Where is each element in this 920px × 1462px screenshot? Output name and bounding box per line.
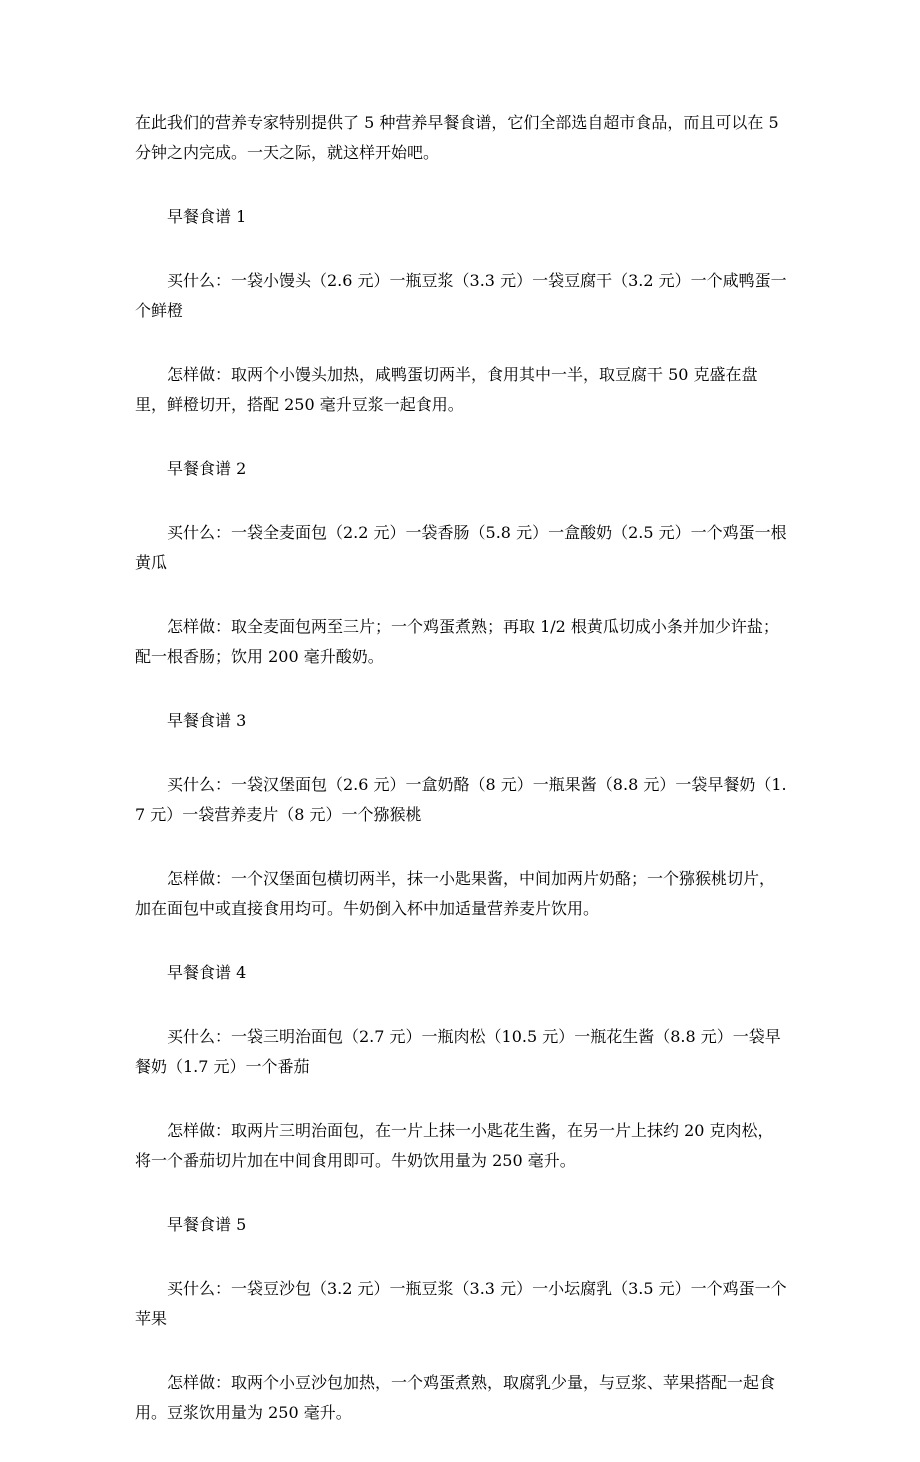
recipe-instructions: 怎样做：取两个小馒头加热，咸鸭蛋切两半，食用其中一半，取豆腐干 50 克盛在盘里，鲜橙切开，搭配 250 毫升豆浆一起食用。 (135, 365, 758, 414)
recipe-instructions: 怎样做：取全麦面包两至三片；一个鸡蛋煮熟；再取 1/2 根黄瓜切成小条并加少许盐；配一根香肠；饮用 200 毫升酸奶。 (135, 617, 779, 666)
recipe-title: 早餐食谱 5 (167, 1215, 247, 1234)
recipe-section-4 (135, 958, 787, 1176)
recipe-title: 早餐食谱 3 (167, 711, 247, 730)
intro-paragraph: 在此我们的营养专家特别提供了 5 种营养早餐食谱，它们全部选自超市食品，而且可以在 5 分钟之内完成。一天之际，就这样开始吧。 (135, 113, 779, 162)
recipe-title: 早餐食谱 4 (167, 963, 247, 982)
recipe-instructions: 怎样做：取两片三明治面包，在一片上抹一小匙花生酱，在另一片上抹约 20 克肉松，将一个番茄切片加在中间食用即可。牛奶饮用量为 250 毫升。 (135, 1121, 774, 1170)
recipe-buy-list: 买什么：一袋三明治面包（2.7 元）一瓶肉松（10.5 元）一瓶花生酱（8.8 元）一袋早餐奶（1.7 元）一个番茄 (135, 1027, 781, 1076)
recipe-instructions: 怎样做：一个汉堡面包横切两半，抹一小匙果酱，中间加两片奶酪；一个猕猴桃切片，加在面包中或直接食用均可。牛奶倒入杯中加适量营养麦片饮用。 (135, 869, 776, 918)
document-page (135, 108, 787, 1462)
recipe-section-2 (135, 454, 787, 672)
recipe-buy-list: 买什么：一袋豆沙包（3.2 元）一瓶豆浆（3.3 元）一小坛腐乳（3.5 元）一个鸡蛋一个苹果 (135, 1279, 787, 1328)
recipe-title: 早餐食谱 2 (167, 459, 247, 478)
recipe-buy-list: 买什么：一袋小馒头（2.6 元）一瓶豆浆（3.3 元）一袋豆腐干（3.2 元）一个咸鸭蛋一个鲜橙 (135, 271, 787, 320)
recipe-instructions: 怎样做：取两个小豆沙包加热，一个鸡蛋煮熟，取腐乳少量，与豆浆、苹果搭配一起食用。豆浆饮用量为 250 毫升。 (135, 1373, 776, 1422)
recipe-buy-list: 买什么：一袋汉堡面包（2.6 元）一盒奶酪（8 元）一瓶果酱（8.8 元）一袋早餐奶（1.7 元）一袋营养麦片（8 元）一个猕猴桃 (135, 775, 787, 824)
recipe-section-5 (135, 1210, 787, 1428)
recipe-title: 早餐食谱 1 (167, 207, 247, 226)
recipe-section-3 (135, 706, 787, 924)
recipe-buy-list: 买什么：一袋全麦面包（2.2 元）一袋香肠（5.8 元）一盒酸奶（2.5 元）一个鸡蛋一根黄瓜 (135, 523, 787, 572)
recipe-section-1 (135, 202, 787, 420)
